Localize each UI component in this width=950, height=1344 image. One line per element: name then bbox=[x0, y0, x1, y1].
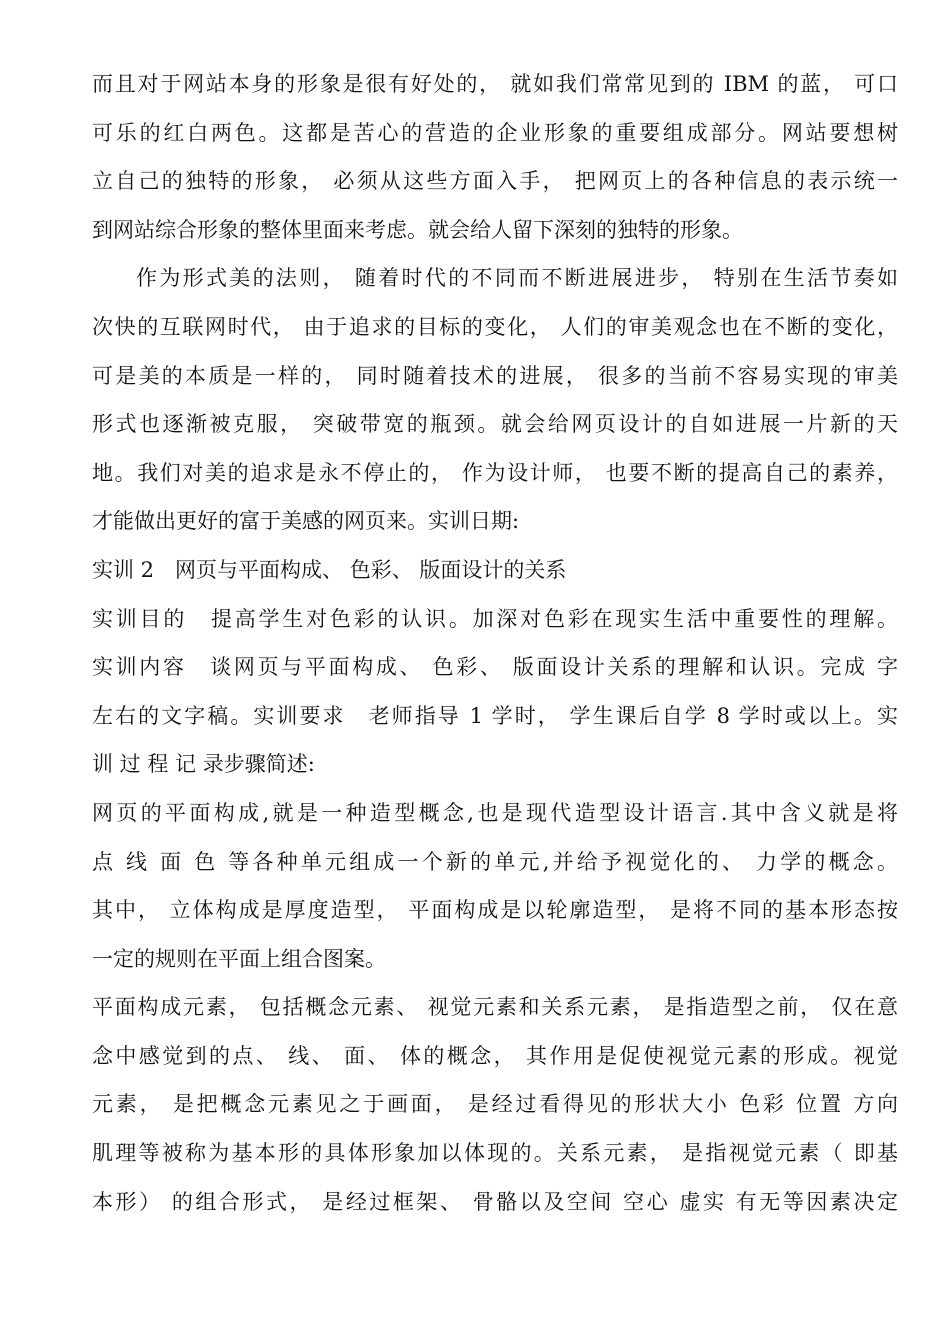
text-line: 平面构成元素， 包括概念元素、 视觉元素和关系元素， 是指造型之前， 仅在意 bbox=[92, 995, 898, 1020]
text-line: 念中感觉到的点、 线、 面、 体的概念， 其作用是促使视觉元素的形成。视觉 bbox=[92, 1043, 898, 1068]
text-line: 元素， 是把概念元素见之于画面， 是经过看得见的形状大小 色彩 位置 方向 bbox=[92, 1092, 898, 1117]
text-line: 其中， 立体构成是厚度造型， 平面构成是以轮廓造型， 是将不同的基本形态按 bbox=[92, 898, 898, 923]
text-line: 本形） 的组合形式， 是经过框架、 骨骼以及空间 空心 虚实 有无等因素决定 bbox=[92, 1189, 898, 1214]
text-line: 实训目的 提高学生对色彩的认识。加深对色彩在现实生活中重要性的理解。 bbox=[92, 606, 898, 631]
section-heading: 实训 2 网页与平面构成、 色彩、 版面设计的关系 bbox=[92, 557, 567, 582]
text-line: 作为形式美的法则， 随着时代的不同而不断进展进步， 特别在生活节奏如 bbox=[136, 266, 898, 291]
text-line: 训 过 程 记 录步骤简述: bbox=[92, 752, 315, 777]
text-line: 地。我们对美的追求是永不停止的， 作为设计师， 也要不断的提高自己的素养， bbox=[92, 460, 898, 485]
text-line: 网页的平面构成,就是一种造型概念,也是现代造型设计语言.其中含义就是将 bbox=[92, 800, 898, 825]
text-line: 才能做出更好的富于美感的网页来。实训日期: bbox=[92, 509, 520, 534]
text-line: 形式也逐渐被克服， 突破带宽的瓶颈。就会给网页设计的自如进展一片新的天 bbox=[92, 412, 898, 437]
text-line: 左右的文字稿。实训要求 老师指导 1 学时， 学生课后自学 8 学时或以上。实 bbox=[92, 703, 898, 728]
text-line: 立自己的独特的形象， 必须从这些方面入手， 把网页上的各种信息的表示统一 bbox=[92, 169, 898, 194]
text-line: 肌理等被称为基本形的具体形象加以体现的。关系元素， 是指视觉元素（ 即基 bbox=[92, 1141, 898, 1166]
text-line: 次快的互联网时代， 由于追求的目标的变化， 人们的审美观念也在不断的变化， bbox=[92, 314, 898, 339]
text-line: 实训内容 谈网页与平面构成、 色彩、 版面设计关系的理解和认识。完成 字 bbox=[92, 655, 898, 680]
text-line: 一定的规则在平面上组合图案。 bbox=[92, 946, 386, 971]
document-page bbox=[92, 60, 898, 1226]
text-line: 到网站综合形象的整体里面来考虑。就会给人留下深刻的独特的形象。 bbox=[92, 217, 743, 242]
text-line: 点 线 面 色 等各种单元组成一个新的单元,并给予视觉化的、 力学的概念。 bbox=[92, 849, 898, 874]
text-line: 可乐的红白两色。这都是苦心的营造的企业形象的重要组成部分。网站要想树 bbox=[92, 120, 898, 145]
text-line: 可是美的本质是一样的， 同时随着技术的进展， 很多的当前不容易实现的审美 bbox=[92, 363, 898, 388]
text-line: 而且对于网站本身的形象是很有好处的， 就如我们常常见到的 IBM 的蓝， 可口 bbox=[92, 72, 898, 96]
